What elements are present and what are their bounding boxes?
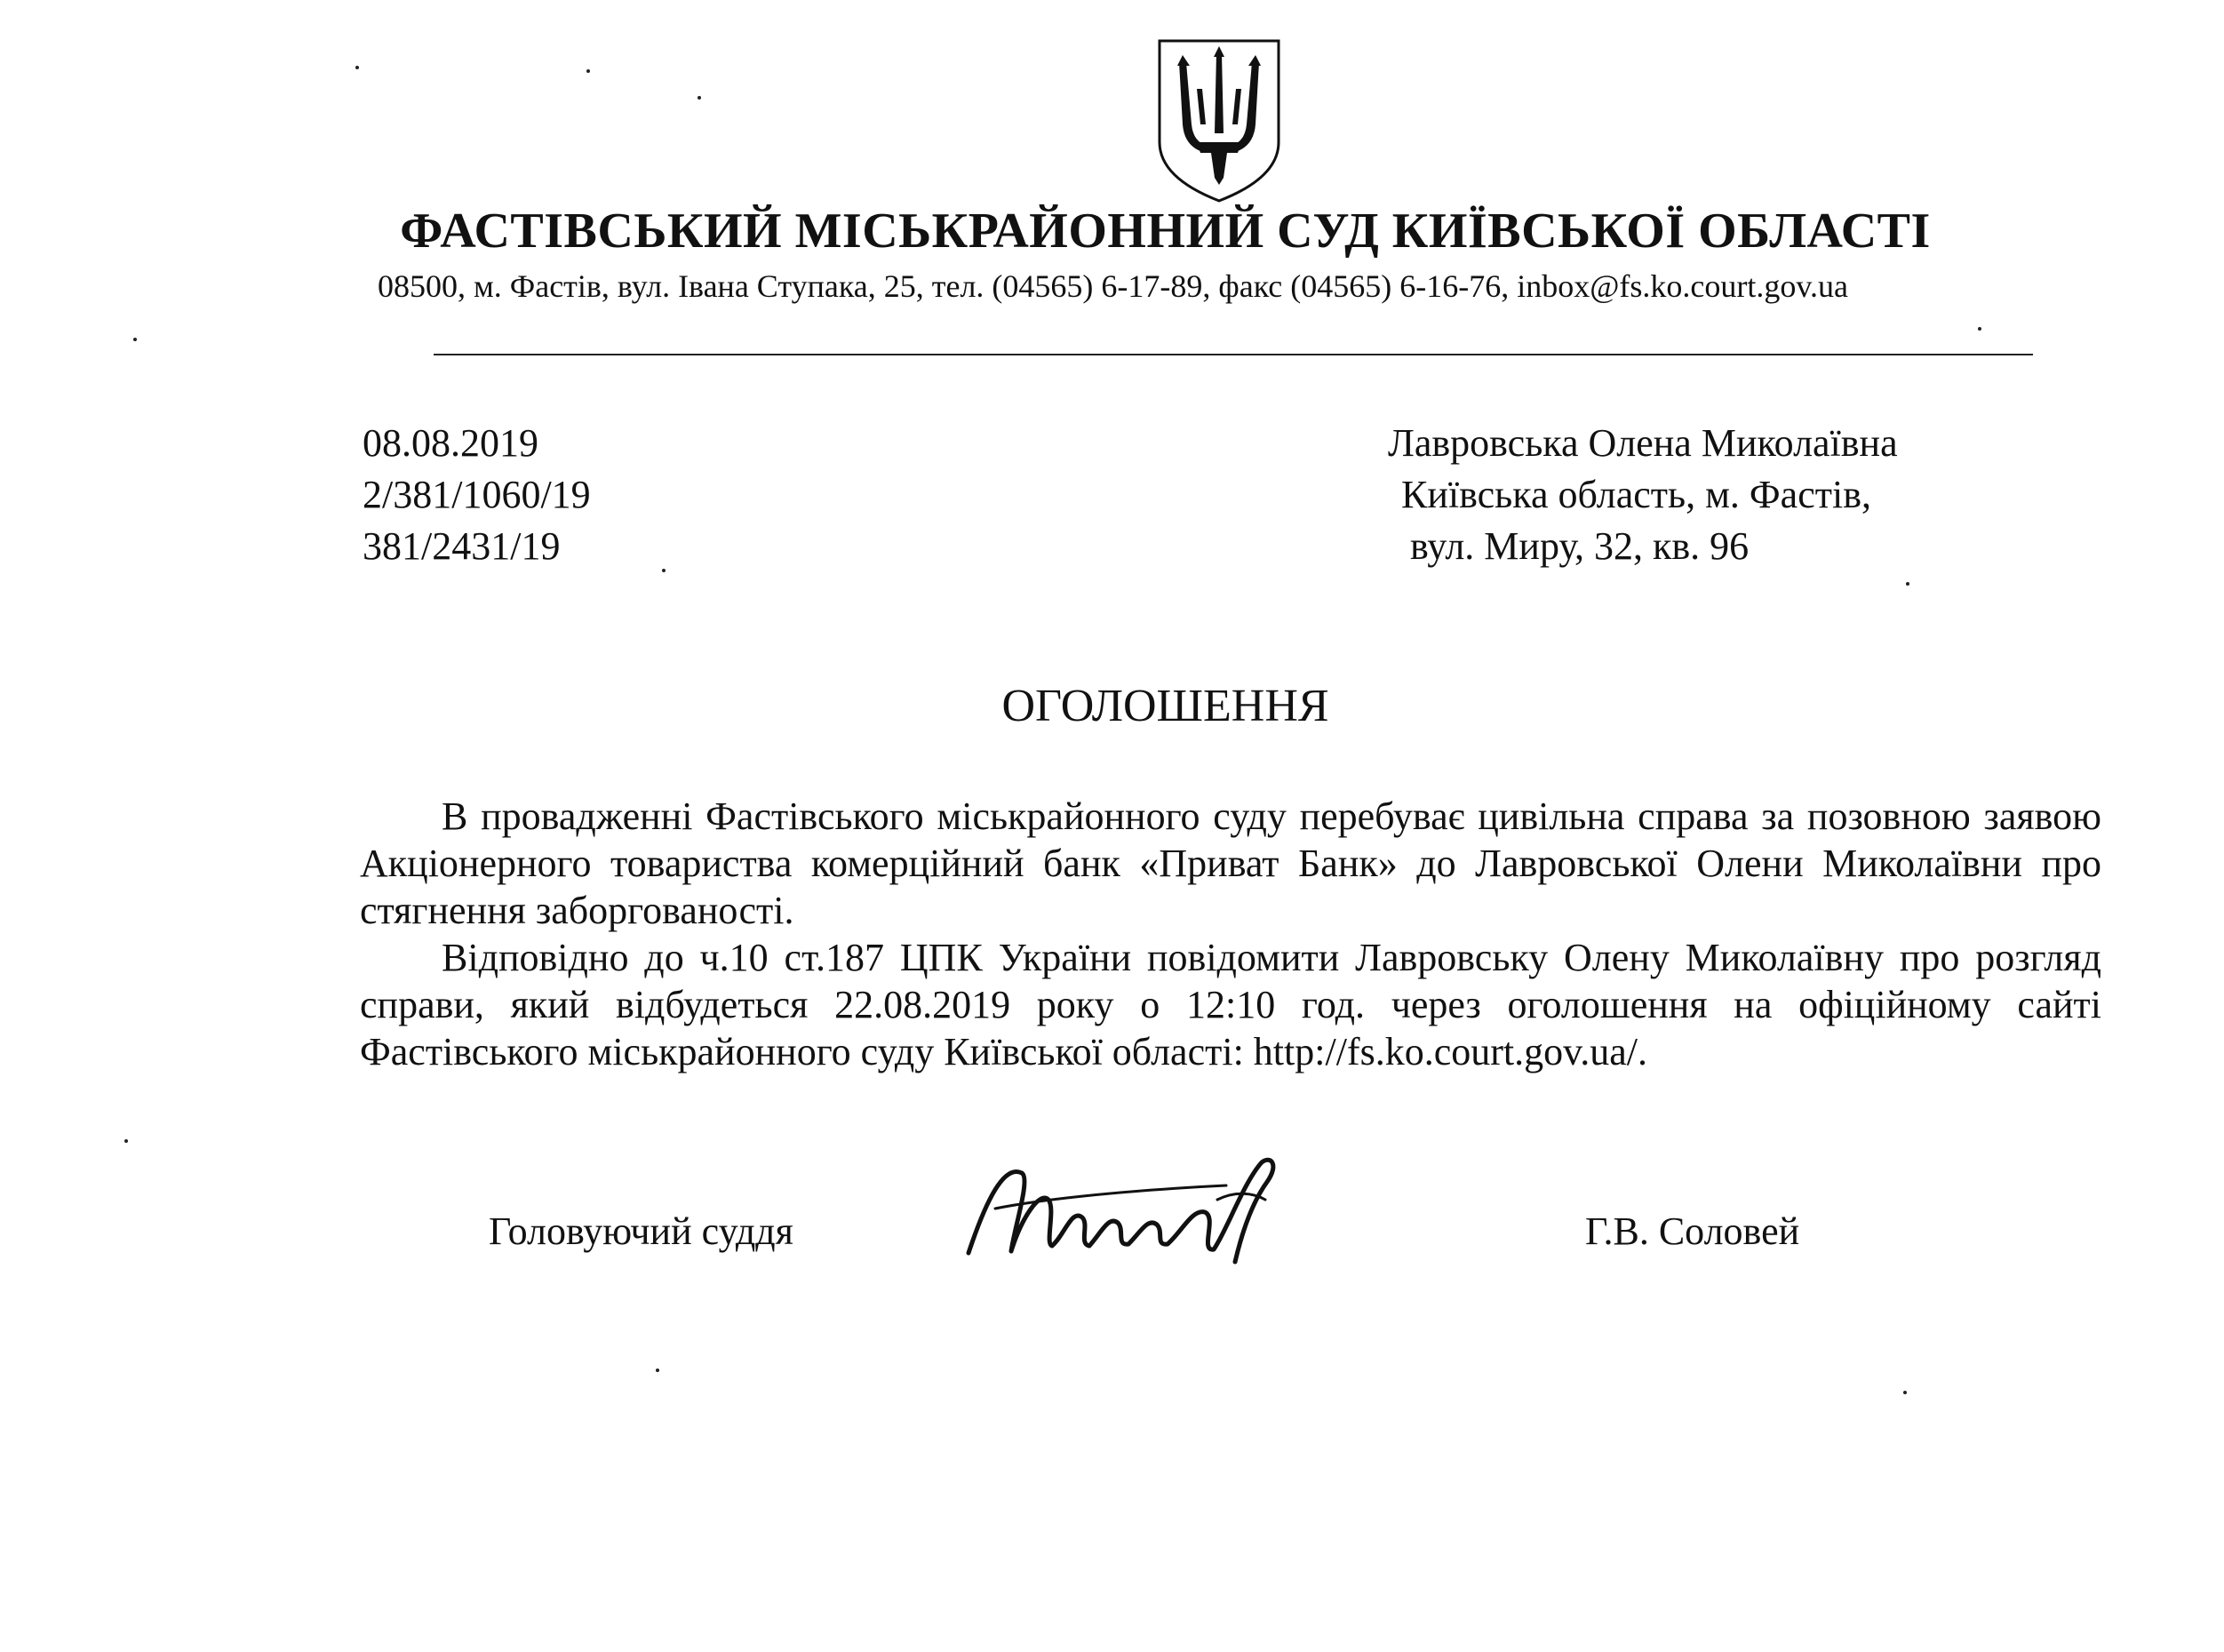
body-paragraph-1: В провадженні Фастівського міськрайонного суду перебуває цивільна справа за позовною заявою Акціонерного товариства комерційний банк «Приват Банк» до Лавровської Олени Миколаївни про стягнення заборгованості. <box>360 794 2101 932</box>
scan-speck <box>662 569 666 572</box>
trident-coat-of-arms-icon <box>1152 36 1286 204</box>
document-body <box>360 793 2101 1075</box>
document-meta <box>363 418 591 572</box>
signatory-role: Головуючий суддя <box>489 1209 793 1253</box>
body-paragraph-2: Відповідно до ч.10 ст.187 ЦПК України повідомити Лавровську Олену Миколаївну про розгляд справи, який відбудеться 22.08.2019 року о 12:10 год. через оголошення на офіційному сайті Фастівського міськрайонного суду Київської області: http://fs.ko.court.gov.ua/. <box>360 936 2101 1073</box>
recipient-address-line2: вул. Миру, 32, кв. 96 <box>1410 524 1750 568</box>
handwritten-signature <box>960 1146 1315 1271</box>
recipient-block <box>1388 418 1898 572</box>
scan-speck <box>1906 582 1909 586</box>
header-divider <box>434 354 2033 355</box>
court-name: ФАСТІВСЬКИЙ МІСЬКРАЙОННИЙ СУД КИЇВСЬКОЇ ОБЛАСТІ <box>400 204 1931 259</box>
case-number: 381/2431/19 <box>363 524 561 568</box>
scan-speck <box>124 1139 128 1143</box>
document-date: 08.08.2019 <box>363 421 538 465</box>
scan-speck <box>133 338 137 341</box>
scan-speck <box>656 1369 659 1372</box>
recipient-address-line1: Київська область, м. Фастів, <box>1401 473 1871 516</box>
scan-speck <box>355 66 359 69</box>
scan-speck <box>1903 1391 1907 1394</box>
document-title: ОГОЛОШЕННЯ <box>1001 681 1329 731</box>
signatory-name: Г.В. Соловей <box>1585 1209 1800 1253</box>
scan-speck <box>697 96 701 100</box>
court-address: 08500, м. Фастів, вул. Івана Ступака, 25, тел. (04565) 6-17-89, факс (04565) 6-16-76, inbox@fs.ko.court.gov.ua <box>378 268 1848 304</box>
outgoing-number: 2/381/1060/19 <box>363 473 591 516</box>
scan-speck <box>586 69 590 73</box>
scan-speck <box>1978 327 1981 331</box>
recipient-name: Лавровська Олена Миколаївна <box>1388 421 1898 465</box>
